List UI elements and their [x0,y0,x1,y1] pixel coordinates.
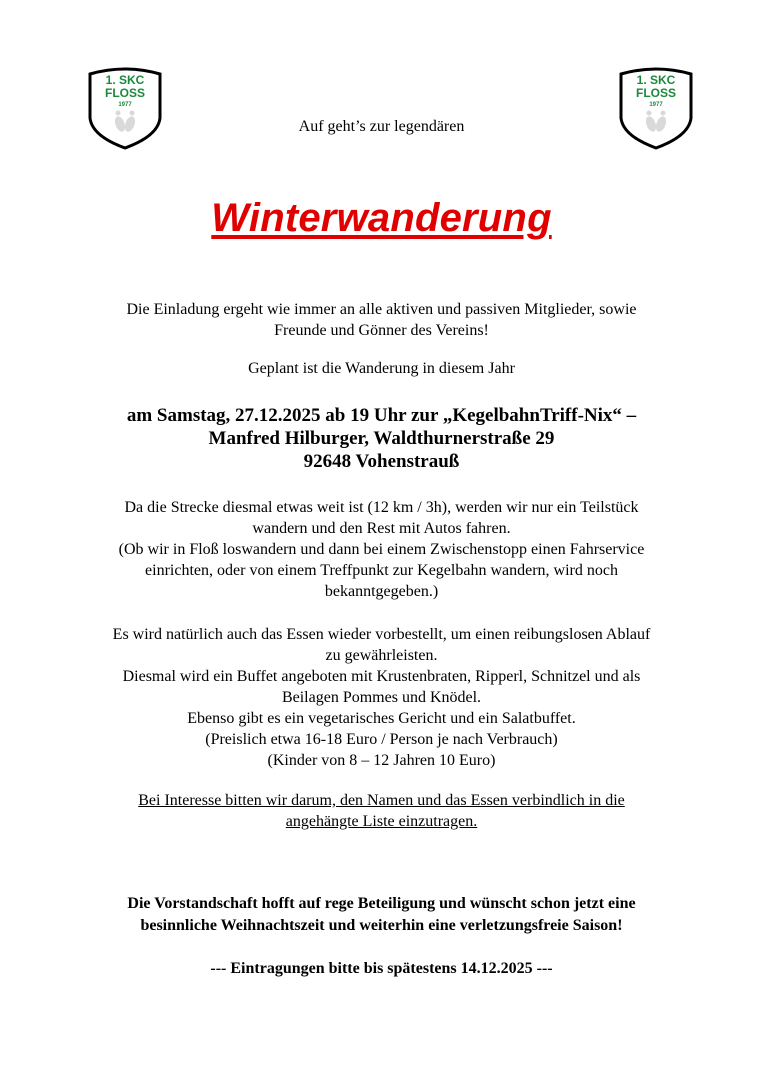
invitation-paragraph [60,299,703,341]
signup-line: Bei Interesse bitten wir darum, den Namen und das Essen verbindlich in die [138,792,625,809]
closing-line: besinnliche Weihnachtszeit und weiterhin eine verletzungsfreie Saison! [140,917,623,934]
event-details [60,404,703,473]
event-address-line: Manfred Hilburger, Waldthurnerstraße 29 [208,428,555,449]
food-paragraph [60,624,703,771]
logo-line2: FLOSS [104,86,146,100]
intro-text: Auf geht’s zur legendären [298,118,465,135]
route-line: wandern und den Rest mit Autos fahren. [252,520,511,537]
food-line: Es wird natürlich auch das Essen wieder vorbestellt, um einen reibungslosen Ablauf [112,626,651,643]
event-date-line: am Samstag, 27.12.2025 ab 19 Uhr zur „KegelbahnTriff-Nix“ – [126,405,637,426]
deadline-line: --- Eintragungen bitte bis spätestens 14.12.2025 --- [210,960,553,977]
route-line: bekanntgegeben.) [324,583,439,600]
planned-text [60,358,703,379]
invitation-line: Die Einladung ergeht wie immer an alle aktiven und passiven Mitglieder, sowie [126,301,637,318]
closing-paragraph [60,893,703,937]
food-line: Ebenso gibt es ein vegetarisches Gericht und ein Salatbuffet. [187,710,576,727]
food-line: Diesmal wird ein Buffet angeboten mit Krustenbraten, Ripperl, Schnitzel und als [122,668,641,685]
food-line: zu gewährleisten. [325,647,438,664]
route-line: (Ob wir in Floß loswandern und dann bei einem Zwischenstopp einen Fahrservice [118,541,645,558]
club-crest-icon [84,66,166,150]
logo-year: 1977 [118,102,132,108]
route-line: einrichten, oder von einem Treffpunkt zur Kegelbahn wandern, wird noch [145,562,618,579]
event-city-line: 92648 Vohenstrauß [303,451,460,472]
club-logo-left [84,66,166,150]
logo-line1: 1. SKC [105,73,145,87]
logo-year: 1977 [649,102,663,108]
food-line: Beilagen Pommes und Knödel. [281,689,482,706]
club-logo-right [615,66,697,150]
signup-instruction [60,790,703,832]
closing-line: Die Vorstandschaft hofft auf rege Beteiligung und wünscht schon jetzt eine [127,895,636,912]
food-children-price-line: (Kinder von 8 – 12 Jahren 10 Euro) [267,752,496,769]
page-title: Winterwanderung [211,196,552,240]
invitation-line: Freunde und Gönner des Vereins! [274,322,489,339]
signup-line: angehängte Liste einzutragen. [285,813,478,830]
food-price-line: (Preislich etwa 16-18 Euro / Person je nach Verbrauch) [205,731,558,748]
logo-line2: FLOSS [635,86,677,100]
deadline-notice [60,958,703,979]
logo-line1: 1. SKC [636,73,676,87]
route-line: Da die Strecke diesmal etwas weit ist (12 km / 3h), werden wir nur ein Teilstück [124,499,639,516]
route-paragraph [60,497,703,602]
planned-line: Geplant ist die Wanderung in diesem Jahr [248,360,515,377]
club-crest-icon [615,66,697,150]
